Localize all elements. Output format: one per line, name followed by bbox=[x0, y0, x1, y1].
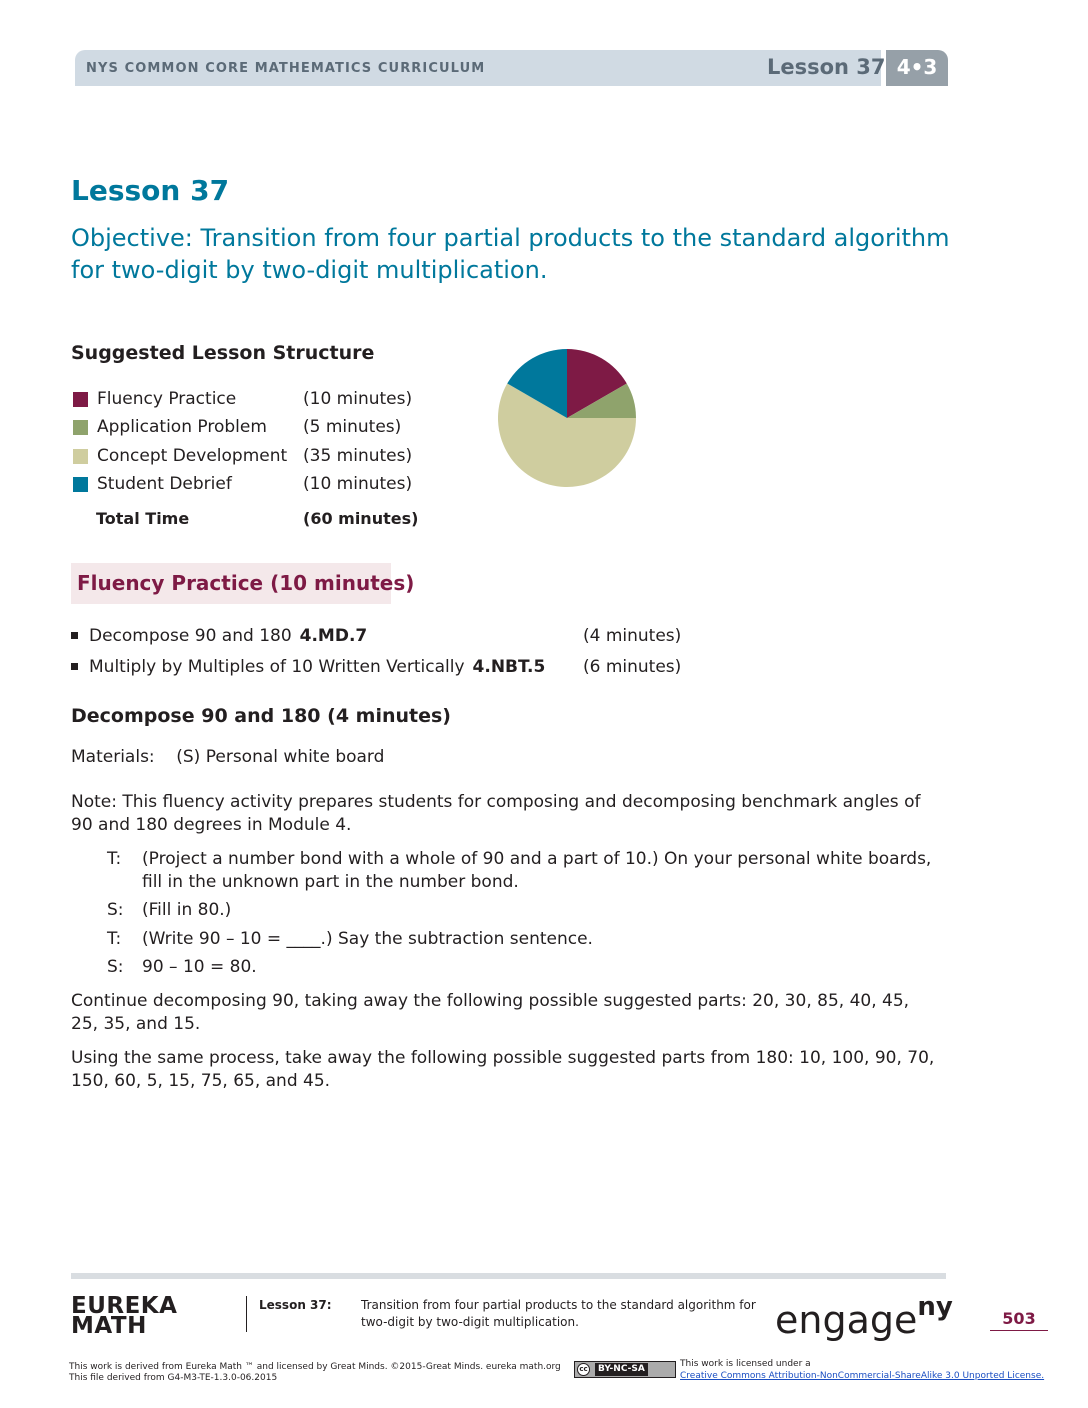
dialogue-speaker: T: bbox=[107, 929, 122, 949]
cc-icon: cc bbox=[577, 1363, 590, 1376]
credit-line-1: This work is derived from Eureka Math ™ and licensed by Great Minds. ©2015-Great Minds. eureka math.org bbox=[69, 1362, 561, 1372]
structure-item-label: Application Problem bbox=[97, 417, 267, 437]
total-time-label: Total Time bbox=[96, 509, 190, 528]
page-header bbox=[75, 50, 948, 86]
structure-item-time: (10 minutes) bbox=[303, 474, 413, 494]
fluency-bullet-content bbox=[89, 626, 367, 646]
legend-swatch bbox=[73, 420, 88, 435]
footer-rule bbox=[71, 1273, 946, 1279]
structure-item-time: (10 minutes) bbox=[303, 389, 413, 409]
fluency-heading-box bbox=[71, 563, 415, 604]
lesson-objective: Objective: Transition from four partial products to the standard algorithm for two-digit by two-digit multiplication. bbox=[71, 224, 950, 284]
lesson-structure-pie-chart bbox=[495, 346, 639, 490]
engageny-logo bbox=[775, 1292, 953, 1342]
page-number: 503 bbox=[1002, 1309, 1036, 1328]
license-link[interactable]: Creative Commons Attribution-NonCommercial-ShareAlike 3.0 Unported License. bbox=[680, 1371, 1045, 1381]
bullet-square-icon bbox=[71, 663, 78, 670]
continue-paragraph: Continue decomposing 90, taking away the following possible suggested parts: 20, 30, 85, 40, 45, 25, 35, and 15. bbox=[71, 991, 910, 1034]
header-lesson: Lesson 37 bbox=[767, 55, 886, 79]
structure-item-label: Fluency Practice bbox=[97, 389, 237, 409]
structure-heading: Suggested Lesson Structure bbox=[71, 342, 375, 364]
lesson-title: Lesson 37 bbox=[71, 174, 230, 207]
fluency-bullet-time: (4 minutes) bbox=[583, 626, 682, 646]
structure-item-time: (35 minutes) bbox=[303, 446, 413, 466]
footer-divider bbox=[246, 1296, 247, 1332]
fluency-bullet-text: Decompose 90 and 180 bbox=[89, 626, 292, 646]
page-number-underline bbox=[990, 1330, 1048, 1331]
module-badge: 4•3 bbox=[886, 50, 948, 86]
footer-lesson-label: Lesson 37: bbox=[259, 1298, 332, 1312]
dialogue-text: (Write 90 – 10 = ____.) Say the subtraction sentence. bbox=[142, 929, 593, 949]
legend-swatch bbox=[73, 449, 88, 464]
engage-text: engage bbox=[775, 1298, 918, 1342]
materials-line: Materials: (S) Personal white board bbox=[71, 747, 385, 767]
dialogue-speaker: S: bbox=[107, 900, 124, 920]
footer-credit bbox=[69, 1362, 569, 1384]
curriculum-label: NYS COMMON CORE MATHEMATICS CURRICULUM bbox=[86, 61, 486, 76]
legend-swatch bbox=[73, 477, 88, 492]
bullet-square-icon bbox=[71, 632, 78, 639]
structure-item-label: Concept Development bbox=[97, 446, 288, 466]
dialogue-speaker: T: bbox=[107, 849, 122, 869]
decompose-heading: Decompose 90 and 180 (4 minutes) bbox=[71, 705, 451, 727]
note-paragraph: Note: This fluency activity prepares students for composing and decomposing benchmark angles of 90 and 180 degrees in Module 4. bbox=[71, 792, 921, 835]
logo-line-2: MATH bbox=[71, 1313, 147, 1339]
fluency-bullet-text: Multiply by Multiples of 10 Written Vertically bbox=[89, 657, 465, 677]
cc-badge-text: BY-NC-SA bbox=[595, 1363, 648, 1376]
same-process-paragraph: Using the same process, take away the following possible suggested parts from 180: 10, 100, 90, 70, 150, 60, 5, 15, 75, 65, and 45. bbox=[71, 1048, 935, 1091]
fluency-bullet-time: (6 minutes) bbox=[583, 657, 682, 677]
dialogue-speaker: S: bbox=[107, 957, 124, 977]
credit-line-2: This file derived from G4-M3-TE-1.3.0-06.2015 bbox=[69, 1373, 278, 1383]
license-line: This work is licensed under a bbox=[680, 1359, 811, 1369]
legend-swatch bbox=[73, 392, 88, 407]
structure-item-time: (5 minutes) bbox=[303, 417, 402, 437]
fluency-bullet-standard: 4.NBT.5 bbox=[472, 657, 546, 677]
fluency-bullet-standard: 4.MD.7 bbox=[299, 626, 368, 646]
total-time-value: (60 minutes) bbox=[303, 509, 419, 528]
eureka-math-logo bbox=[71, 1293, 181, 1339]
fluency-bullet-content bbox=[89, 657, 545, 677]
fluency-heading: Fluency Practice (10 minutes) bbox=[77, 571, 415, 595]
cc-license-badge bbox=[574, 1361, 676, 1378]
dialogue-text: (Project a number bond with a whole of 90 and a part of 10.) On your personal white boards, fill in the unknown part in the number bond. bbox=[142, 849, 932, 892]
structure-item-label: Student Debrief bbox=[97, 474, 232, 494]
footer-lesson-description: Transition from four partial products to the standard algorithm for two-digit by two-digit multiplication. bbox=[361, 1298, 756, 1329]
logo-line-1: EUREKA bbox=[71, 1293, 178, 1319]
dialogue-text: (Fill in 80.) bbox=[142, 900, 232, 920]
license-text bbox=[680, 1358, 1044, 1382]
engage-ny-text: ny bbox=[917, 1292, 953, 1322]
dialogue-text: 90 – 10 = 80. bbox=[142, 957, 257, 977]
